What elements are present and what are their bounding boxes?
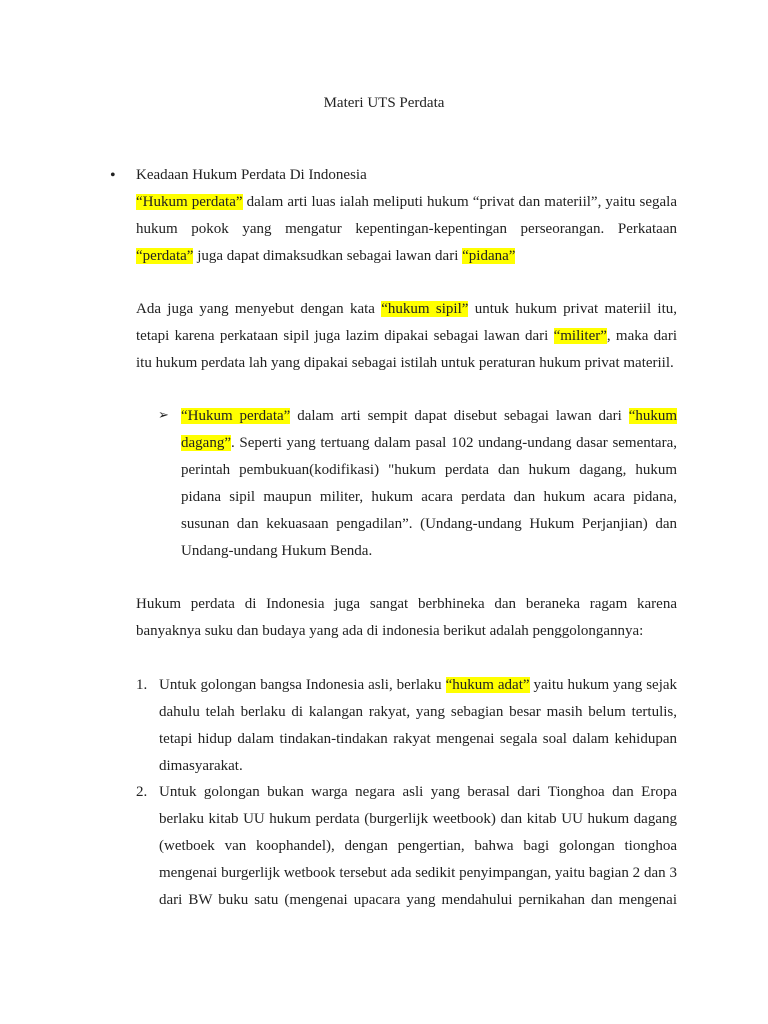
paragraph-1 bbox=[136, 189, 677, 270]
highlight-text: “perdata” bbox=[136, 248, 194, 264]
highlight-text: “militer” bbox=[553, 328, 607, 344]
paragraph-text: dalam arti sempit dapat disebut sebagai lawan dari bbox=[290, 408, 629, 424]
section-heading: Keadaan Hukum Perdata Di Indonesia bbox=[136, 167, 367, 183]
highlight-text: “Hukum perdata” bbox=[136, 194, 243, 210]
section-heading-block bbox=[136, 162, 677, 270]
list-item bbox=[159, 779, 677, 914]
bullet-icon: • bbox=[110, 167, 116, 184]
list-item-text: yaitu hukum yang sejak dahulu telah berlaku di kalangan rakyat, yang sebagian besar masih belum tertulis, tetapi hidup dalam tindakan-tindakan rakyat mengenai segala soal dalam kehidupan dimasyarakat. bbox=[159, 677, 678, 774]
highlight-text: “hukum adat” bbox=[445, 677, 530, 693]
highlight-text: “pidana” bbox=[462, 248, 516, 264]
paragraph-3 bbox=[181, 403, 677, 565]
paragraph-text: Ada juga yang menyebut dengan kata bbox=[136, 301, 382, 317]
highlight-text: “Hukum perdata” bbox=[181, 408, 291, 424]
list-number: 1. bbox=[136, 677, 148, 693]
paragraph-text: . Seperti yang tertuang dalam pasal 102 undang-undang dasar sementara, perintah pembukuan(kodifikasi) "hukum perdata dan hukum dagang, hukum pidana sipil maupun militer, hukum acara perdata dan hukum acara pidana, susunan dan kekuasaan pengadilan”. (Undang-undang Hukum Perjanjian) dan Undang-undang Hukum Benda. bbox=[181, 435, 677, 559]
list-item-text: Untuk golongan bukan warga negara asli yang berasal dari Tionghoa dan Eropa berlaku kitab UU hukum perdata (burgerlijk weetbook) dan kitab UU hukum dagang (wetboek van koophandel), dengan pengertian, bahwa bagi golongan tionghoa mengenai burgerlijk wetbook tersebut ada sedikit penyimpangan, yaitu bagian 2 dan 3 dari BW buku satu (mengenai upacara yang mendahului pernikahan dan mengenai bbox=[159, 784, 677, 908]
list-number: 2. bbox=[136, 784, 148, 800]
paragraph-text: juga dapat dimaksudkan sebagai lawan dari bbox=[193, 248, 463, 264]
document-title: Materi UTS Perdata bbox=[323, 95, 445, 111]
highlight-text: “hukum dagang” bbox=[181, 408, 678, 451]
paragraph-4 bbox=[136, 591, 677, 645]
paragraph-text: , maka dari itu hukum perdata lah yang dipakai sebagai istilah untuk peraturan hukum privat materiil. bbox=[136, 328, 677, 371]
arrow-bullet-icon: ➢ bbox=[158, 407, 169, 422]
paragraph-2 bbox=[136, 296, 677, 377]
paragraph-text: Hukum perdata di Indonesia juga sangat berbhineka dan beraneka ragam karena banyaknya suku dan budaya yang ada di indonesia berikut adalah penggolongannya: bbox=[136, 596, 677, 639]
paragraph-text: dalam arti luas ialah meliputi hukum “privat dan materiil”, yaitu segala hukum pokok yang mengatur kepentingan-kepentingan perseorangan. Perkataan bbox=[136, 194, 677, 237]
list-item bbox=[159, 672, 677, 780]
list-item-text: Untuk golongan bangsa Indonesia asli, berlaku bbox=[159, 677, 446, 693]
highlight-text: “hukum sipil” bbox=[381, 301, 469, 317]
paragraph-text: untuk hukum privat materiil itu, tetapi karena perkataan sipil juga lazim dipakai sebagai lawan dari bbox=[136, 301, 677, 344]
